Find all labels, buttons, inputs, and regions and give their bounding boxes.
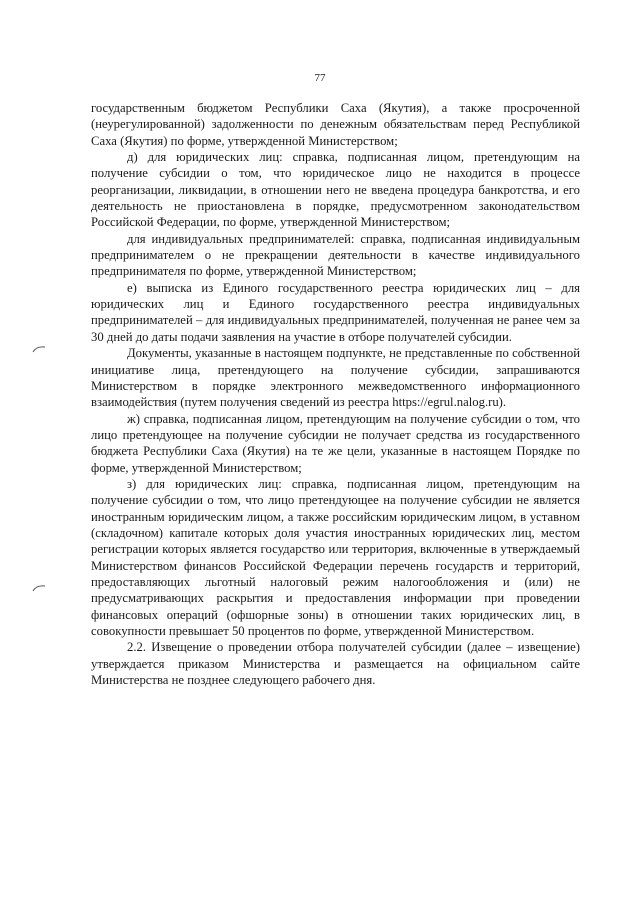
document-body xyxy=(91,100,580,688)
margin-bracket-mark xyxy=(32,345,46,353)
paragraph-individual-entrepreneurs: для индивидуальных предпринимателей: справка, подписанная индивидуальным предпринимателем о не прекращении деятельности в качестве индивидуального предпринимателя по форме, утвержденной Министерством; xyxy=(91,231,580,279)
paragraph-section-2-2: 2.2. Извещение о проведении отбора получателей субсидии (далее – извещение) утверждается приказом Министерства и размещается на официальном сайте Министерства не позднее следующего рабочего дня. xyxy=(91,640,580,688)
paragraph-item-zh: ж) справка, подписанная лицом, претендующим на получение субсидии о том, что лицо претендующее на получение субсидии не получает средства из государственного бюджета Республики Саха (Якутия) на те же цели, указанные в настоящем Порядке по форме, утвержденной Министерством; xyxy=(91,411,580,475)
page-number: 77 xyxy=(314,72,326,84)
paragraph-continuation: государственным бюджетом Республики Саха (Якутия), а также просроченной (неурегулированной) задолженности по денежным обязательствам перед Республикой Саха (Якутия) по форме, утвержденной Министерством; xyxy=(91,101,580,148)
paragraph-documents-note: Документы, указанные в настоящем подпункте, не представленные по собственной инициативе лица, претендующего на получение субсидии, запрашиваются Министерством в порядке электронного межведомственного информационного взаимодействия (путем получения сведений из реестра https://egrul.nalog.ru). xyxy=(91,346,580,410)
paragraph-item-z: з) для юридических лиц: справка, подписанная лицом, претендующим на получение субсидии о том, что лицо претендующее на получение субсидии не является иностранным юридическим лицом, а также российским юридическим лицом, в уставном (складочном) капитале которых доля участия иностранных юридических лиц, местом регистрации которых является государство или территория, включенные в утверждаемый Министерством финансов Российской Федерации перечень государств и территорий, предоставляющих льготный налоговый режим налогообложения и (или) не предусматривающих раскрытия и предоставления информации при проведении финансовых операций (офшорные зоны) в отношении таких юридических лиц, в совокупности превышает 50 процентов по форме, утвержденной Министерством. xyxy=(91,476,580,638)
paragraph-item-d: д) для юридических лиц: справка, подписанная лицом, претендующим на получение субсидии о том, что юридическое лицо не находится в процессе реорганизации, ликвидации, в отношении него не введена процедура банкротства, и его деятельность не приостановлена в порядке, предусмотренном законодательством Российской Федерации, по форме, утвержденной Министерством; xyxy=(91,150,580,230)
paragraph-item-e: е) выписка из Единого государственного реестра юридических лиц – для юридических лиц и Единого государственного реестра индивидуальных предпринимателей – для индивидуальных предпринимателей, полученная не ранее чем за 30 дней до даты подачи заявления на участие в отборе получателей субсидии. xyxy=(91,280,580,344)
margin-bracket-mark xyxy=(32,584,46,592)
